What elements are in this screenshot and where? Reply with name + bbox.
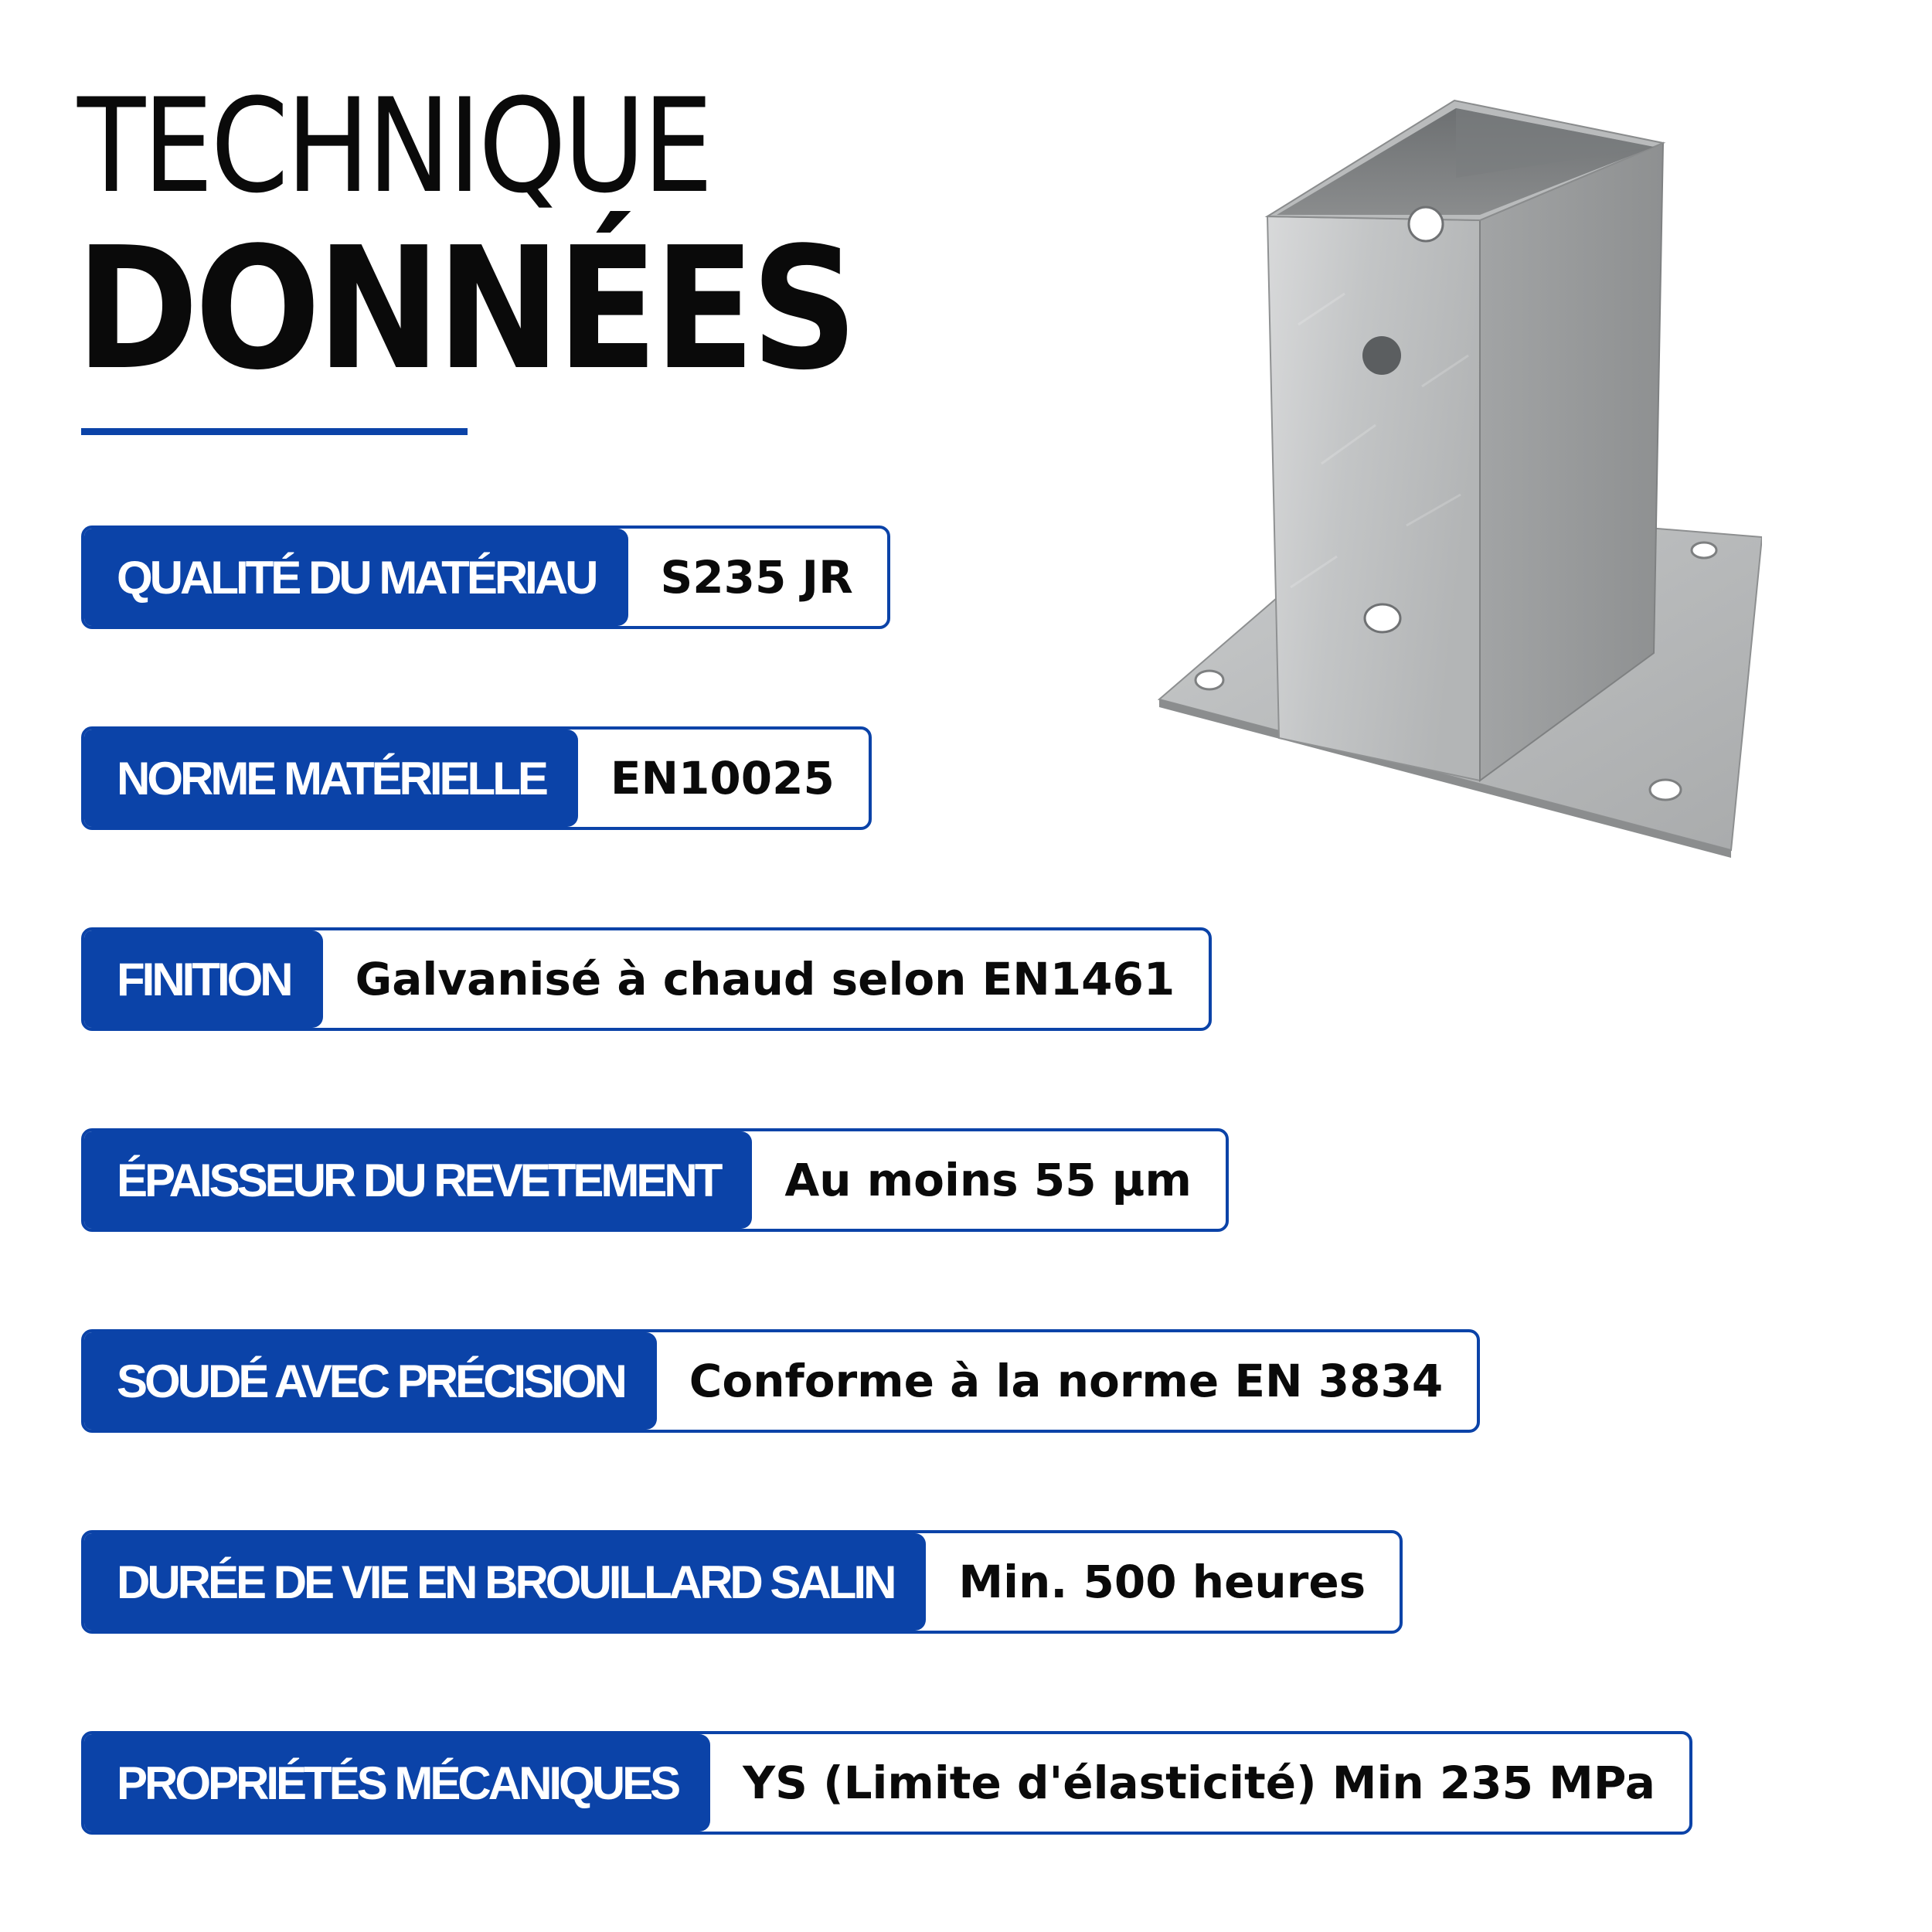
spec-row-material-standard (81, 726, 872, 830)
spec-label: NORME MATÉRIELLE (84, 730, 578, 827)
spec-row-material-quality (81, 526, 890, 629)
spec-row-finish (81, 927, 1212, 1031)
spec-label: PROPRIÉTÉS MÉCANIQUES (84, 1734, 710, 1832)
spec-value: Conforme à la norme EN 3834 (689, 1355, 1444, 1407)
spec-row-welding (81, 1329, 1480, 1433)
spec-label: ÉPAISSEUR DU REVETEMENT (84, 1131, 752, 1229)
title-underline (81, 428, 468, 435)
spec-value: Galvanisé à chaud selon EN1461 (355, 953, 1175, 1005)
page-title-line-1: TECHNIQUE (77, 70, 711, 222)
spec-label: FINITION (84, 930, 323, 1028)
spec-row-mechanical-properties (81, 1731, 1692, 1835)
spec-row-salt-spray-life (81, 1530, 1403, 1634)
spec-value: EN10025 (610, 752, 835, 804)
spec-label: DURÉE DE VIE EN BROUILLARD SALIN (84, 1533, 926, 1631)
spec-row-coating-thickness (81, 1128, 1229, 1232)
spec-label: SOUDÉ AVEC PRÉCISION (84, 1332, 657, 1430)
galvanized-post-base-image (1144, 93, 1762, 866)
spec-value: S235 JR (660, 551, 853, 604)
spec-label: QUALITÉ DU MATÉRIAU (84, 529, 628, 626)
spec-value: YS (Limite d'élasticité) Min 235 MPa (743, 1757, 1655, 1809)
page-title-line-2: DONNÉES (76, 212, 854, 407)
spec-value: Min. 500 heures (958, 1556, 1366, 1608)
spec-value: Au moins 55 µm (784, 1154, 1192, 1206)
